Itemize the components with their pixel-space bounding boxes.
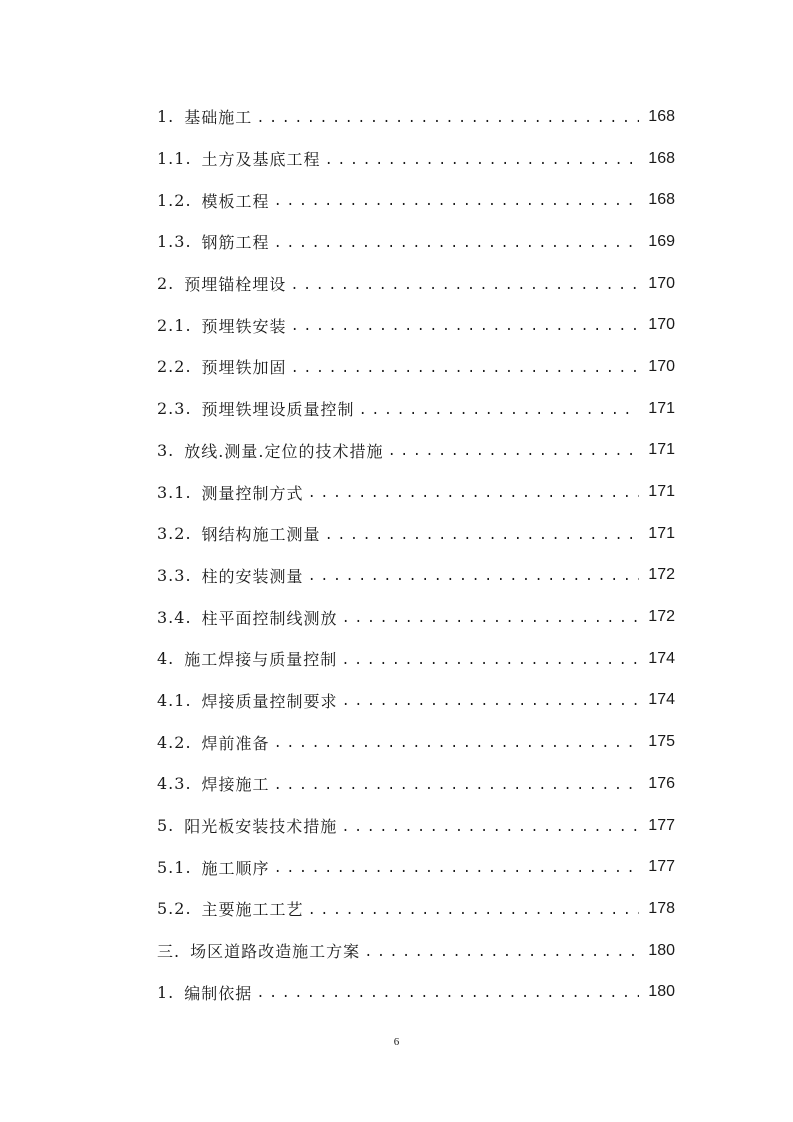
toc-entry-page: 174 (648, 691, 675, 709)
toc-entry[interactable] (157, 846, 675, 888)
toc-entry-title: 阳光板安装技术措施 (184, 817, 338, 837)
toc-dot-leader (308, 569, 639, 585)
toc-dot-leader (308, 486, 639, 502)
toc-entry-page: 168 (648, 191, 675, 209)
toc-entry-number: 1. (157, 982, 175, 1002)
toc-entry[interactable] (157, 96, 675, 138)
table-of-contents (157, 96, 675, 1013)
toc-entry-page: 171 (648, 483, 675, 501)
toc-entry-number: 2. (157, 274, 175, 294)
toc-entry[interactable] (157, 304, 675, 346)
toc-entry-page: 170 (648, 274, 675, 292)
toc-entry-number: 4. (157, 649, 175, 669)
toc-entry-title: 焊前准备 (201, 733, 270, 753)
toc-entry-page: 180 (648, 983, 675, 1001)
toc-entry[interactable] (157, 555, 675, 597)
toc-entry-number: 5.2. (157, 899, 192, 919)
toc-entry-number: 1.2. (157, 190, 192, 210)
toc-entry-page: 177 (648, 858, 675, 876)
toc-entry-title: 编制依据 (184, 983, 253, 1003)
toc-entry-title: 预埋铁埋设质量控制 (201, 400, 355, 420)
toc-entry-page: 180 (648, 941, 675, 959)
toc-entry-page: 170 (648, 316, 675, 334)
toc-entry[interactable] (157, 638, 675, 680)
toc-entry-number: 5.1. (157, 857, 192, 877)
toc-entry-title: 测量控制方式 (201, 483, 304, 503)
toc-entry-page: 172 (648, 608, 675, 626)
toc-dot-leader (342, 694, 639, 710)
toc-dot-leader (341, 820, 639, 836)
toc-entry-number: 4.1. (157, 690, 192, 710)
toc-entry-number: 5. (157, 816, 175, 836)
toc-dot-leader (274, 236, 639, 252)
toc-dot-leader (387, 444, 639, 460)
toc-dot-leader (274, 778, 639, 794)
toc-dot-leader (256, 111, 639, 127)
toc-dot-leader (256, 986, 639, 1002)
toc-entry-title: 施工焊接与质量控制 (184, 650, 338, 670)
toc-dot-leader (341, 653, 639, 669)
toc-dot-leader (325, 528, 639, 544)
toc-entry[interactable] (157, 138, 675, 180)
toc-entry-title: 柱的安装测量 (201, 566, 304, 586)
toc-entry-number: 三. (157, 942, 181, 962)
toc-entry[interactable] (157, 721, 675, 763)
toc-entry-number: 2.3. (157, 399, 192, 419)
toc-entry-number: 3. (157, 440, 175, 460)
toc-entry[interactable] (157, 388, 675, 430)
toc-entry[interactable] (157, 513, 675, 555)
toc-dot-leader (325, 153, 639, 169)
toc-entry-title: 柱平面控制线测放 (201, 608, 338, 628)
toc-entry-number: 3.1. (157, 482, 192, 502)
toc-dot-leader (290, 278, 639, 294)
toc-entry-title: 场区道路改造施工方案 (190, 942, 361, 962)
toc-dot-leader (274, 194, 639, 210)
toc-entry-number: 4.3. (157, 774, 192, 794)
toc-entry-page: 171 (648, 399, 675, 417)
toc-entry-title: 土方及基底工程 (201, 150, 321, 170)
toc-entry[interactable] (157, 263, 675, 305)
toc-entry-title: 基础施工 (184, 108, 253, 128)
toc-entry-title: 钢结构施工测量 (201, 525, 321, 545)
toc-dot-leader (274, 736, 639, 752)
toc-dot-leader (308, 903, 639, 919)
toc-entry-page: 178 (648, 899, 675, 917)
toc-dot-leader (342, 611, 639, 627)
toc-entry[interactable] (157, 971, 675, 1013)
toc-entry-page: 169 (648, 232, 675, 250)
toc-entry[interactable] (157, 596, 675, 638)
toc-entry-number: 3.3. (157, 565, 192, 585)
toc-entry[interactable] (157, 888, 675, 930)
toc-entry-title: 钢筋工程 (201, 233, 270, 253)
toc-entry[interactable] (157, 346, 675, 388)
toc-entry-number: 1.1. (157, 149, 192, 169)
toc-entry-title: 模板工程 (201, 191, 270, 211)
toc-entry-title: 预埋锚栓埋设 (184, 275, 287, 295)
toc-entry-title: 放线.测量.定位的技术措施 (184, 441, 384, 461)
toc-entry-number: 3.4. (157, 607, 192, 627)
toc-entry-page: 175 (648, 733, 675, 751)
toc-entry-number: 4.2. (157, 732, 192, 752)
toc-entry[interactable] (157, 471, 675, 513)
toc-entry-number: 2.2. (157, 357, 192, 377)
toc-entry-page: 168 (648, 107, 675, 125)
toc-entry-title: 焊接施工 (201, 775, 270, 795)
toc-entry[interactable] (157, 680, 675, 722)
toc-dot-leader (291, 361, 639, 377)
toc-entry-page: 170 (648, 357, 675, 375)
toc-entry[interactable] (157, 179, 675, 221)
toc-entry-page: 168 (648, 149, 675, 167)
toc-dot-leader (364, 945, 639, 961)
toc-dot-leader (359, 403, 639, 419)
toc-entry-title: 主要施工工艺 (201, 900, 304, 920)
toc-entry-page: 171 (648, 441, 675, 459)
toc-entry-number: 3.2. (157, 524, 192, 544)
toc-entry[interactable] (157, 221, 675, 263)
toc-entry-number: 2.1. (157, 315, 192, 335)
toc-entry-title: 预埋铁安装 (201, 316, 287, 336)
toc-entry[interactable] (157, 430, 675, 472)
toc-entry-page: 172 (648, 566, 675, 584)
toc-entry-page: 177 (648, 816, 675, 834)
toc-entry-page: 171 (648, 524, 675, 542)
toc-entry-page: 174 (648, 649, 675, 667)
toc-entry[interactable] (157, 763, 675, 805)
toc-entry[interactable] (157, 805, 675, 847)
toc-entry-title: 焊接质量控制要求 (201, 691, 338, 711)
toc-dot-leader (274, 861, 639, 877)
toc-entry-title: 预埋铁加固 (201, 358, 287, 378)
toc-entry-title: 施工顺序 (201, 858, 270, 878)
toc-entry-page: 176 (648, 774, 675, 792)
toc-entry-number: 1. (157, 107, 175, 127)
toc-entry[interactable] (157, 930, 675, 972)
page-number: 6 (393, 1036, 400, 1048)
toc-entry-number: 1.3. (157, 232, 192, 252)
toc-dot-leader (291, 319, 639, 335)
